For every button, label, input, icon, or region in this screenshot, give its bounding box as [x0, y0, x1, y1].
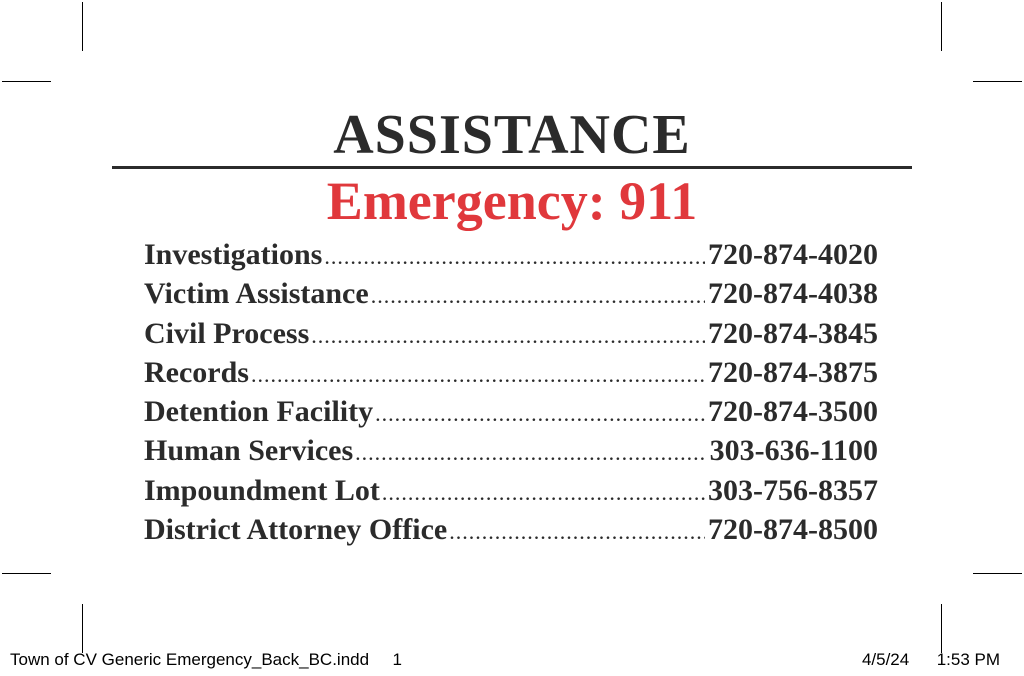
contact-row: [144, 314, 878, 353]
contact-row: [144, 353, 878, 392]
footer-timestamp: [862, 650, 1000, 670]
contact-row: [144, 431, 878, 470]
dot-leader: [371, 276, 705, 315]
contact-name: Human Services: [144, 434, 354, 468]
dot-leader: [355, 433, 707, 472]
card-title: ASSISTANCE: [333, 104, 691, 166]
contact-row: [144, 274, 878, 313]
footer-date: 4/5/24: [861, 650, 910, 669]
footer-file-info: [10, 650, 402, 670]
dot-leader: [449, 512, 705, 551]
dot-leader: [375, 394, 705, 433]
crop-mark-bottom-right-horizontal: [973, 573, 1022, 574]
contact-name: District Attorney Office: [144, 513, 448, 547]
dot-leader: [324, 237, 705, 276]
contact-phone: 720-874-3845: [708, 316, 878, 350]
contact-phone: 720-874-4038: [708, 277, 878, 311]
crop-mark-bottom-left-horizontal: [2, 573, 51, 574]
contact-phone: 720-874-3500: [708, 395, 878, 429]
contact-row: [144, 510, 878, 549]
contact-phone: 720-874-3875: [708, 355, 878, 389]
title-divider: [112, 166, 912, 169]
crop-mark-top-left-horizontal: [2, 81, 51, 82]
dot-leader: [382, 473, 705, 512]
contact-name: Civil Process: [144, 316, 310, 350]
contact-name: Investigations: [144, 238, 323, 271]
contact-phone: 720-874-8500: [708, 513, 878, 547]
crop-mark-bottom-left-vertical: [82, 604, 83, 653]
contact-name: Detention Facility: [144, 395, 374, 429]
dot-leader: [251, 355, 705, 394]
crop-mark-top-right-horizontal: [973, 81, 1022, 82]
contact-phone: 303-636-1100: [709, 434, 878, 468]
footer-time: 1:53 PM: [936, 650, 1000, 669]
contact-name: Victim Assistance: [144, 277, 369, 311]
contact-row: [144, 235, 878, 274]
contact-list: [144, 235, 878, 549]
footer-filename: Town of CV Generic Emergency_Back_BC.indd: [10, 650, 370, 669]
contact-name: Records: [144, 355, 249, 389]
contact-phone: 303-756-8357: [708, 473, 878, 507]
crop-mark-bottom-right-vertical: [941, 604, 942, 653]
contact-name: Impoundment Lot: [144, 473, 380, 507]
crop-mark-top-right-vertical: [941, 2, 942, 51]
dot-leader: [311, 316, 705, 355]
contact-row: [144, 471, 878, 510]
footer-page-number: 1: [392, 650, 402, 669]
contact-phone: 720-874-4020: [708, 238, 878, 271]
emergency-number: Emergency: 911: [326, 171, 698, 231]
crop-mark-top-left-vertical: [82, 2, 83, 51]
contact-row: [144, 392, 878, 431]
